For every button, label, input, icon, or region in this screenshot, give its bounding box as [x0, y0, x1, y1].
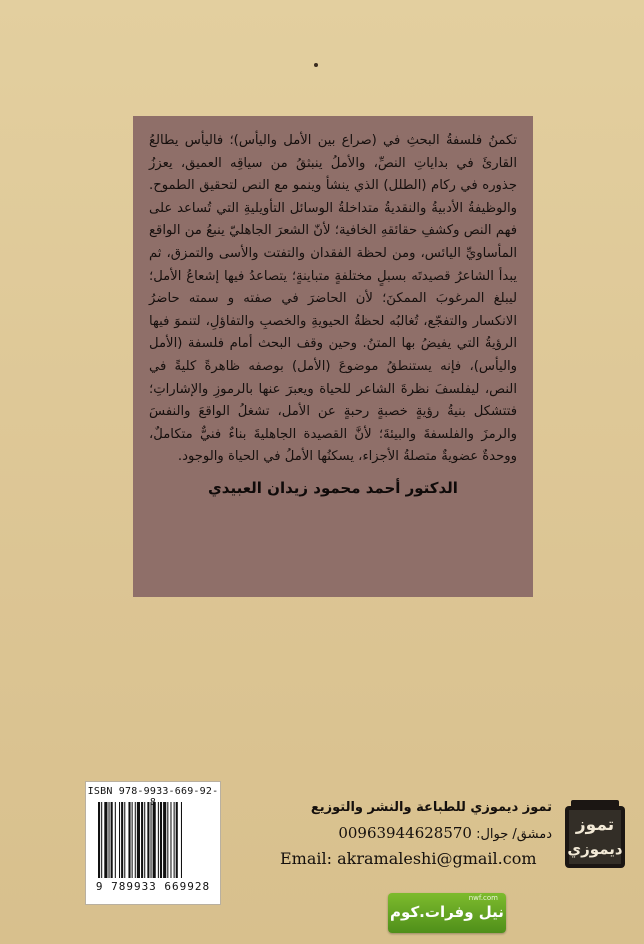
- sticker-small-text: nwf.com: [468, 894, 498, 902]
- blurb-panel: [133, 116, 533, 597]
- publisher-phone: [290, 822, 552, 846]
- barcode-bar: [176, 802, 178, 878]
- barcode-bar: [167, 802, 168, 878]
- barcode-bar: [153, 802, 156, 878]
- barcode-bar: [137, 802, 140, 878]
- barcode-bar: [101, 802, 102, 878]
- barcode-bar: [163, 802, 166, 878]
- logo-line1: تموز: [575, 815, 615, 835]
- phone-number: 00963944628570: [338, 824, 472, 842]
- barcode-bar: [128, 802, 130, 878]
- barcode-bar: [119, 802, 120, 878]
- isbn-label: ISBN 978-9933-669-92-: [87, 786, 219, 797]
- blurb-author: الدكتور أحمد محمود زيدان العبيدي: [208, 478, 458, 497]
- barcode-bar: [98, 802, 100, 878]
- blurb-text: تكمنُ فلسفةُ البحثِ في (صراع بين الأمل واليأس)؛ فاليأس يطالعُ القارئَ في بداياتِ النصِّ، والأملُ ينبثقُ من سياقِه العميق، يعززُ جذوره في ركام (الطلل) الذي ينشأ وينمو مع النص لتحقيق الطموح. والوظيفةُ الأدبيةُ والنقديةُ متداخلةُ الوسائل التأويليةِ التي تُساعد على فهم النص وكشفِ حقائقهِ الخافية؛ لأنّ الشعرَ الجاهليّ ينبعُ من الواقع المأساويِّ اليائس، ومن لحظة الفقدان والتفتت والأسى والتمزق، ثم يبدأ الشاعرُ قصيدتَه بسبلٍ مختلفةٍ متباينةٍ؛ يتصاعدُ فيها إشعاعُ الأمل؛ ليبلغ المرغوبَ الممكنَ؛ لأن الحاضرَ في صفته و سمته حاضرُ الانكسار والتفجّع، تُغالبُه لحظةُ الحيويةِ والخصبِ والتفاؤلِ، لتنموَ فيها الرؤيةُ التي يفيضُ بها المتنُ. وحين وقف البحث أمام فلسفة (الأمل واليأس)، فإنه يستنطقُ موضوعَ (الأمل) بوصفه ظاهرةً كليةً في النص، ليفلسفَ نظرةَ الشاعر للحياة ويعبرَ عنها بالرموزِ والإشاراتِ؛ فتتشكل بنيةُ رؤيةٍ خصبةٍ رحبةٍ عن الأمل، تشغلُ الواقعَ والنفسَ والرمزَ والفلسفةَ والبيئةَ؛ لأنَّ القصيدة الجاهليةَ بناءٌ فنيٌّ متكاملٌ، ووحدةٌ عضويةٌ متصلةُ الأجزاء، يسكنُها الأملُ في الحياة والوجود.: [149, 133, 517, 465]
- sticker-text: نيل وفرات.كوم: [390, 903, 504, 921]
- barcode-bar: [174, 802, 175, 878]
- nwf-sticker: [388, 893, 506, 933]
- barcode-bar: [158, 802, 159, 878]
- barcode-bar: [141, 802, 143, 878]
- isbn-digits: 9 789933 669928: [95, 880, 211, 893]
- barcode-bar: [170, 802, 171, 878]
- phone-prefix: دمشق/ جوال:: [476, 827, 552, 842]
- logo-line2: ديموزي: [567, 840, 623, 858]
- barcode-bar: [135, 802, 136, 878]
- barcode-bar: [111, 802, 113, 878]
- barcode-bar: [151, 802, 152, 878]
- publisher-name: تموز ديموزي للطباعة والنشر والتوزيع: [310, 800, 552, 815]
- isbn-barcode: [85, 781, 221, 905]
- barcode-bar: [121, 802, 123, 878]
- book-logo-icon: [563, 800, 627, 874]
- publisher-email: Email: akramaleshi@gmail.com: [280, 849, 537, 868]
- barcode-bar: [124, 802, 125, 878]
- barcode-bar: [147, 802, 149, 878]
- barcode-bar: [132, 802, 133, 878]
- publisher-info: [280, 798, 552, 868]
- barcode-bar: [181, 802, 182, 878]
- barcode-bar: [115, 802, 116, 878]
- cover-dot: [314, 63, 318, 67]
- barcode-bar: [160, 802, 162, 878]
- barcode-bar: [104, 802, 107, 878]
- barcode-bar: [144, 802, 145, 878]
- barcode-bars: [98, 802, 210, 878]
- barcode-bar: [109, 802, 110, 878]
